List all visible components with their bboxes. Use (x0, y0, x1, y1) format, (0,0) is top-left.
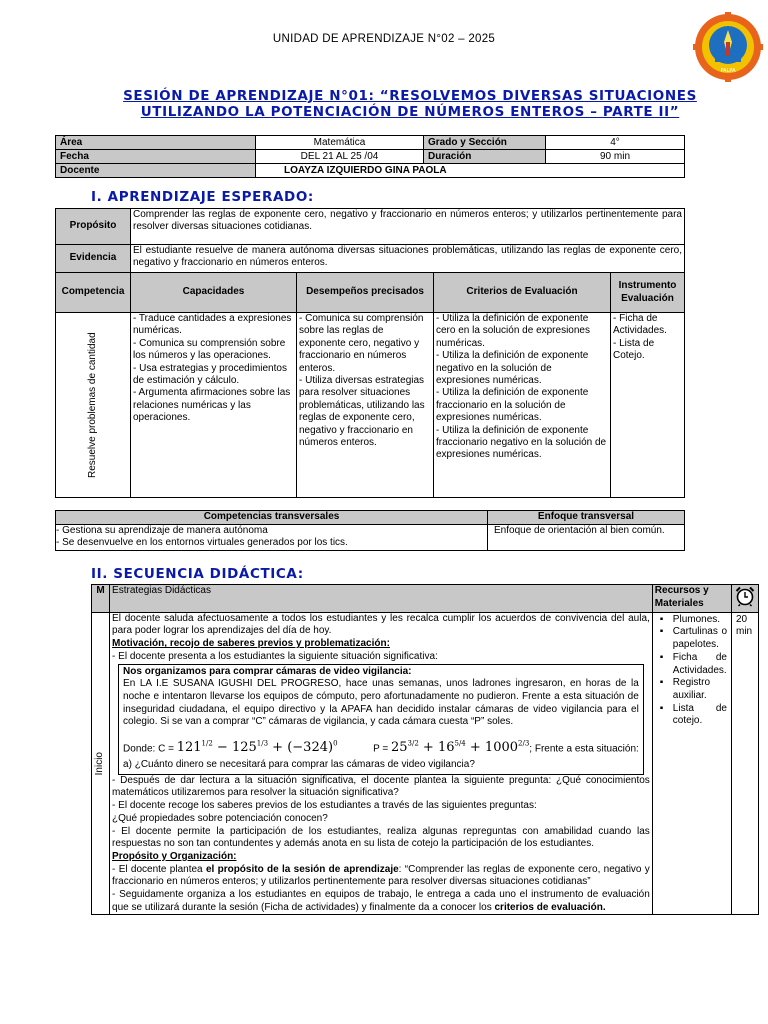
logo-bottom-text: PALPA (720, 68, 736, 74)
instrumento-item: - Lista de Cotejo. (613, 337, 655, 362)
desempeno-item: - Utiliza diversas estrategias para resolver situaciones problemáticas, utilizando las reglas de exponente cero, negativo y fraccionario en números enteros. (299, 375, 425, 449)
grado-label: Grado y Sección (424, 136, 546, 150)
situation-title: Nos organizamos para comprar cámaras de video vigilancia: (123, 665, 412, 677)
area-label: Área (56, 136, 256, 150)
competencia-value: Resuelve problemas de cantidad (86, 332, 98, 478)
fecha-label: Fecha (56, 150, 256, 164)
plantea-bold: el propósito de la sesión de aprendizaje (205, 863, 399, 875)
unit-header: UNIDAD DE APRENDIZAJE N°02 – 2025 (272, 33, 496, 45)
alarm-clock-icon (734, 585, 756, 607)
resource-item: ▪ Plumones. (673, 614, 727, 627)
transversal-table (55, 510, 685, 551)
time-value: 20 min (732, 612, 759, 915)
recursos-header: Recursos y Materiales (652, 585, 731, 613)
organiza-text: - Seguidamente organiza a los estudiantes en equipos de trabajo, le entrega a cada uno el instrumento de evaluación que se utilizará durante la sesión (Ficha de actividades) y finalmente da a conocer los (112, 889, 650, 913)
docente-value: LOAYZA IZQUIERDO GINA PAOLA (256, 164, 685, 178)
formula-line (123, 729, 639, 759)
permite-paragraph: - El docente permite la participación de los estudiantes, realiza algunas repreguntas con amabilidad cuando las respuestas no son tan contundentes y además anota en su lista de cotejo la participación de los estudiantes. (112, 825, 650, 850)
fecha-value: DEL 21 AL 25 /04 (256, 150, 424, 164)
resource-item: ▪ Lista de cotejo. (673, 703, 727, 728)
plantea-text-2: : “Comprender las reglas de exponente cero, negativo y fraccionario en números enteros; y utilizarlos pertinentemente para resolver diversas situaciones cotidianas” (112, 863, 650, 888)
comp-transversal-item: - Gestiona su aprendizaje de manera autónoma (56, 524, 268, 536)
capacidad-item: - Traduce cantidades a expresiones numéricas. (133, 313, 292, 337)
evidencia-label: Evidencia (56, 245, 131, 273)
formula-p: $25^{3/2} + 16^{5/4} + 1000^{2/3}$ (390, 740, 530, 756)
comp-transversal-item: - Se desenvuelve en los entornos virtuales generados por los tics. (56, 537, 348, 549)
capacidad-item: - Comunica su comprensión sobre los números y las operaciones. (133, 337, 286, 362)
plantea-paragraph (112, 864, 650, 889)
general-data-table (55, 135, 685, 178)
expected-learning-table (55, 208, 685, 498)
resource-item: ▪ Cartulinas o papelotes. (673, 626, 727, 651)
didactic-sequence-table (91, 584, 759, 915)
session-title-line1: SESIÓN DE APRENDIZAJE N°01: “RESOLVEMOS DIVERSAS SITUACIONES (123, 88, 697, 104)
area-value: Matemática (256, 136, 424, 150)
situation-question: a) ¿Cuánto dinero se necesitará para comprar las cámaras de video vigilancia? (123, 759, 475, 771)
moment-label: Inicio (94, 751, 106, 776)
school-logo (693, 12, 763, 82)
competencia-header: Competencia (56, 273, 131, 313)
proposito-title: Propósito y Organización: (112, 850, 237, 862)
duracion-value: 90 min (546, 150, 685, 164)
despues-paragraph: - Después de dar lectura a la situación significativa, el docente plantea la siguiente pregunta: ¿Qué conocimientos matemáticos utilizaremos para resolver la situación significativa? (112, 774, 650, 799)
section1-title: I. APRENDIZAJE ESPERADO: (91, 189, 314, 205)
frente-text: ; Frente a esta situación: (529, 743, 639, 755)
organiza-paragraph (112, 889, 650, 914)
docente-label: Docente (56, 164, 256, 178)
p-label: P = (373, 743, 389, 755)
criterio-item: - Utiliza la definición de exponente negativo en la solución de expresiones numéricas. (436, 350, 589, 387)
presenta-paragraph: - El docente presenta a los estudiantes la siguiente situación significativa: (112, 650, 438, 662)
resources-list (659, 614, 727, 728)
m-header: M (92, 585, 110, 613)
criterio-item: - Utiliza la definición de exponente fraccionario negativo en la solución de expresiones numéricas. (436, 424, 607, 461)
estrategias-header: Estrategias Didácticas (110, 585, 653, 613)
desempeno-item: - Comunica su comprensión sobre las reglas de exponente cero, negativo y fraccionario en números enteros. (299, 313, 424, 374)
instrumento-header: Instrumento Evaluación (611, 273, 685, 313)
proposito-label: Propósito (56, 209, 131, 245)
proposito-text: Comprender las reglas de exponente cero, negativo y fraccionario en números enteros; y utilizarlos pertinentemente para resolver diversas situaciones cotidianas. (131, 209, 685, 245)
instrumento-item: - Ficha de Actividades. (613, 313, 667, 337)
resource-item: ▪ Ficha de Actividades. (673, 652, 727, 677)
motivacion-title: Motivación, recojo de saberes previos y problematización: (112, 638, 390, 650)
grado-value: 4° (546, 136, 685, 150)
resource-item: ▪ Registro auxiliar. (673, 677, 727, 702)
criterio-item: - Utiliza la definición de exponente fraccionario en la solución de expresiones numéricas. (436, 387, 589, 424)
plantea-text: - El docente plantea (112, 863, 206, 875)
session-title-line2: UTILIZANDO LA POTENCIACIÓN DE NÚMEROS ENTEROS – PARTE II” (140, 104, 680, 120)
question-paragraph: ¿Qué propiedades sobre potenciación conocen? (112, 812, 328, 824)
capacidad-item: - Usa estrategias y procedimientos de estimación y cálculo. (133, 362, 287, 387)
capacidad-item: - Argumenta afirmaciones sobre las relaciones numéricas y las operaciones. (133, 387, 291, 424)
section2-title: II. SECUENCIA DIDÁCTICA: (91, 566, 304, 582)
session-title (90, 88, 730, 120)
duracion-label: Duración (424, 150, 546, 164)
donde-label: Donde: C = (123, 743, 174, 755)
criterio-item: - Utiliza la definición de exponente cero en la solución de expresiones numéricas. (436, 313, 590, 349)
comp-transversal-header: Competencias transversales (56, 511, 488, 525)
formula-c: $121^{1/2} - 125^{1/3} + (-324)^0$ (176, 740, 338, 756)
desempenos-header: Desempeños precisados (297, 273, 434, 313)
organiza-bold: criterios de evaluación. (494, 901, 606, 913)
criterios-header: Criterios de Evaluación (434, 273, 611, 313)
situation-box (118, 664, 644, 775)
enfoque-header: Enfoque transversal (488, 511, 685, 525)
enfoque-value: Enfoque de orientación al bien común. (488, 524, 685, 550)
intro-paragraph: El docente saluda afectuosamente a todos los estudiantes y les recalca cumplir los acuerdos de convivencia del aula, para poder lograr los aprendizajes del día de hoy. (112, 612, 650, 637)
recoge-paragraph: - El docente recoge los saberes previos de los estudiantes a través de las siguientes preguntas: (112, 800, 537, 812)
evidencia-text: El estudiante resuelve de manera autónoma diversas situaciones problemáticas, utilizando las reglas de exponente cero, negativo y fraccionario en números enteros. (131, 245, 685, 273)
capacidades-header: Capacidades (131, 273, 297, 313)
situation-text: En LA I.E SUSANA IGUSHI DEL PROGRESO, hace unas semanas, unos ladrones ingresaron, en horas de la noche e intentaron llevarse los equipos de cómputo, pero afortunadamente no pudieron. Frente a esta situación de inseguridad ciudadana, el equipo directivo y la APAFA han decidido instalar cámaras de video vigilancia para el colegio. Si se van a comprar “C” cámaras de vigilancia, y cada cámara cuesta “P” soles. (123, 678, 639, 728)
